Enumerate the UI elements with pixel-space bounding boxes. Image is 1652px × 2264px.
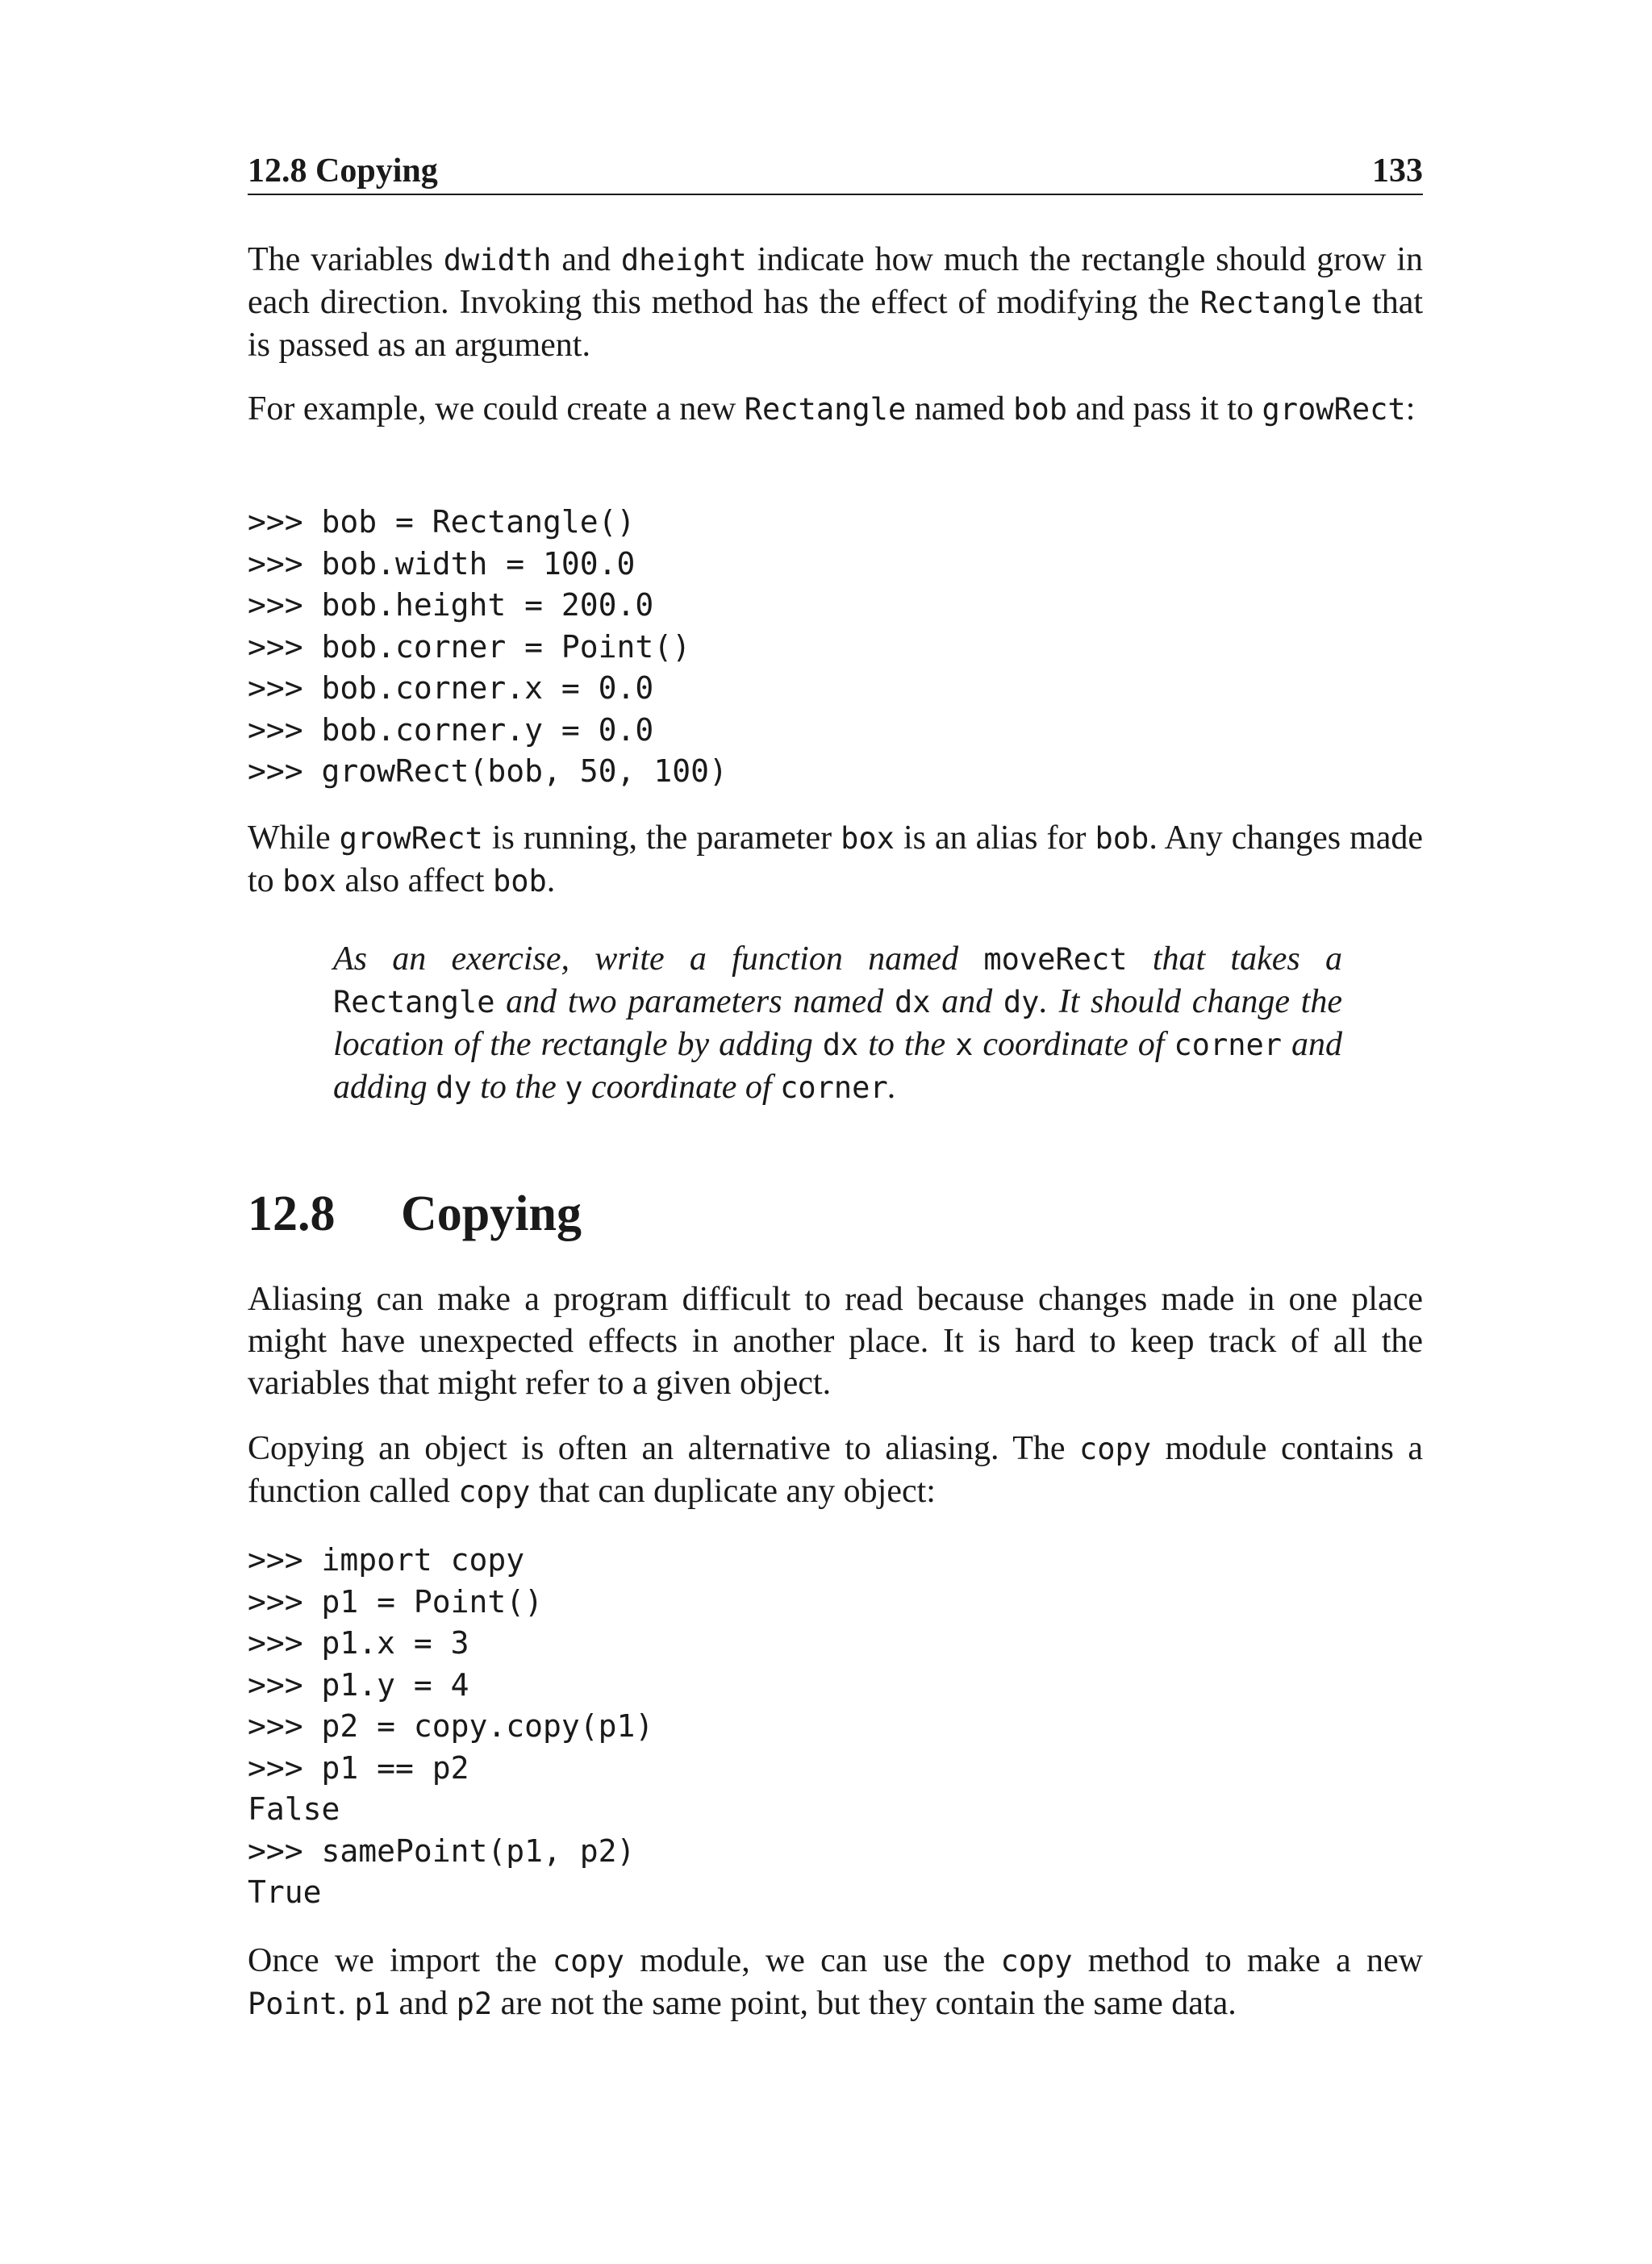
inline-code: box — [282, 864, 336, 899]
code-block-bob — [248, 502, 728, 793]
code-line: >>> bob.corner = Point() — [248, 628, 691, 665]
inline-code: y — [565, 1070, 583, 1105]
running-head — [248, 147, 1423, 195]
paragraph-aliasing-difficulty: Aliasing can make a program difficult to read because changes made in one place might have unexpected effects in another place. It is hard to keep track of all the variables that might refer to a given object. — [248, 1281, 1423, 1402]
code-line: >>> bob.height = 200.0 — [248, 587, 654, 623]
inline-code: p2 — [456, 1987, 493, 2021]
inline-code: dx — [894, 985, 931, 1019]
section-heading — [248, 1186, 582, 1243]
section-title: Copying — [401, 1186, 582, 1241]
paragraph-copy-module: Copying an object is often an alternative to aliasing. The copy module contains a function called copy that can duplicate any object: — [248, 1430, 1423, 1510]
code-block-copy — [248, 1540, 653, 1914]
code-line: >>> p1 = Point() — [248, 1583, 544, 1620]
inline-code: growRect — [339, 821, 483, 856]
inline-code: corner — [780, 1070, 888, 1105]
code-line: >>> p2 = copy.copy(p1) — [248, 1708, 654, 1744]
inline-code: bob — [1095, 821, 1149, 856]
inline-code: Rectangle — [744, 392, 907, 427]
code-line: >>> p1.y = 4 — [248, 1666, 469, 1703]
inline-code: dx — [822, 1028, 859, 1062]
paragraph-copy-result: Once we import the copy module, we can use the copy method to make a new Point. p1 and p2 are not the same point, but they contain the same data. — [248, 1942, 1423, 2022]
inline-code: x — [955, 1028, 974, 1062]
inline-code: bob — [492, 864, 547, 899]
running-head-section: 12.8 Copying — [248, 152, 438, 190]
code-line: True — [248, 1874, 322, 1910]
code-line: >>> bob.corner.y = 0.0 — [248, 711, 654, 748]
inline-code: moveRect — [983, 942, 1128, 977]
inline-code: copy — [1000, 1944, 1073, 1978]
code-line: >>> growRect(bob, 50, 100) — [248, 753, 728, 789]
code-line: >>> samePoint(p1, p2) — [248, 1832, 636, 1869]
inline-code: copy — [458, 1474, 531, 1509]
inline-code: corner — [1174, 1028, 1283, 1062]
code-line: >>> p1 == p2 — [248, 1749, 469, 1786]
code-line: >>> bob.width = 100.0 — [248, 545, 636, 582]
inline-code: dy — [1003, 985, 1040, 1019]
inline-code: dy — [436, 1070, 472, 1105]
inline-code: bob — [1013, 392, 1067, 427]
inline-code: copy — [552, 1944, 624, 1978]
page-number: 133 — [1372, 152, 1423, 190]
paragraph-example-intro: For example, we could create a new Rectangle named bob and pass it to growRect: — [248, 390, 1416, 427]
inline-code: dwidth — [443, 243, 552, 277]
paragraph-growrect-description: The variables dwidth and dheight indicate how much the rectangle should grow in each direction. Invoking this method has the effect of modifying the Rectangle that is passed as an argument. — [248, 241, 1424, 364]
code-line: >>> bob = Rectangle() — [248, 504, 636, 540]
inline-code: p1 — [354, 1987, 390, 2021]
section-number: 12.8 — [248, 1186, 336, 1241]
inline-code: copy — [1078, 1432, 1152, 1466]
code-line: >>> bob.corner.x = 0.0 — [248, 670, 654, 706]
code-line: False — [248, 1791, 340, 1827]
paragraph-alias-explanation: While growRect is running, the parameter box is an alias for bob. Any changes made to box also affect bob. — [248, 819, 1424, 899]
inline-code: box — [841, 821, 895, 856]
inline-code: Point — [248, 1987, 338, 2021]
inline-code: dheight — [620, 243, 747, 277]
code-line: >>> import copy — [248, 1542, 525, 1578]
exercise-block: As an exercise, write a function named moveRect that takes a Rectangle and two parameters named dx and dy. It should change the location of the rectangle by adding dx to the x coordinate of corner and adding dy to the y coordinate of corner. — [333, 940, 1343, 1106]
code-line: >>> p1.x = 3 — [248, 1625, 469, 1661]
inline-code: Rectangle — [333, 985, 495, 1019]
inline-code: growRect — [1262, 392, 1406, 427]
inline-code: Rectangle — [1199, 286, 1362, 320]
